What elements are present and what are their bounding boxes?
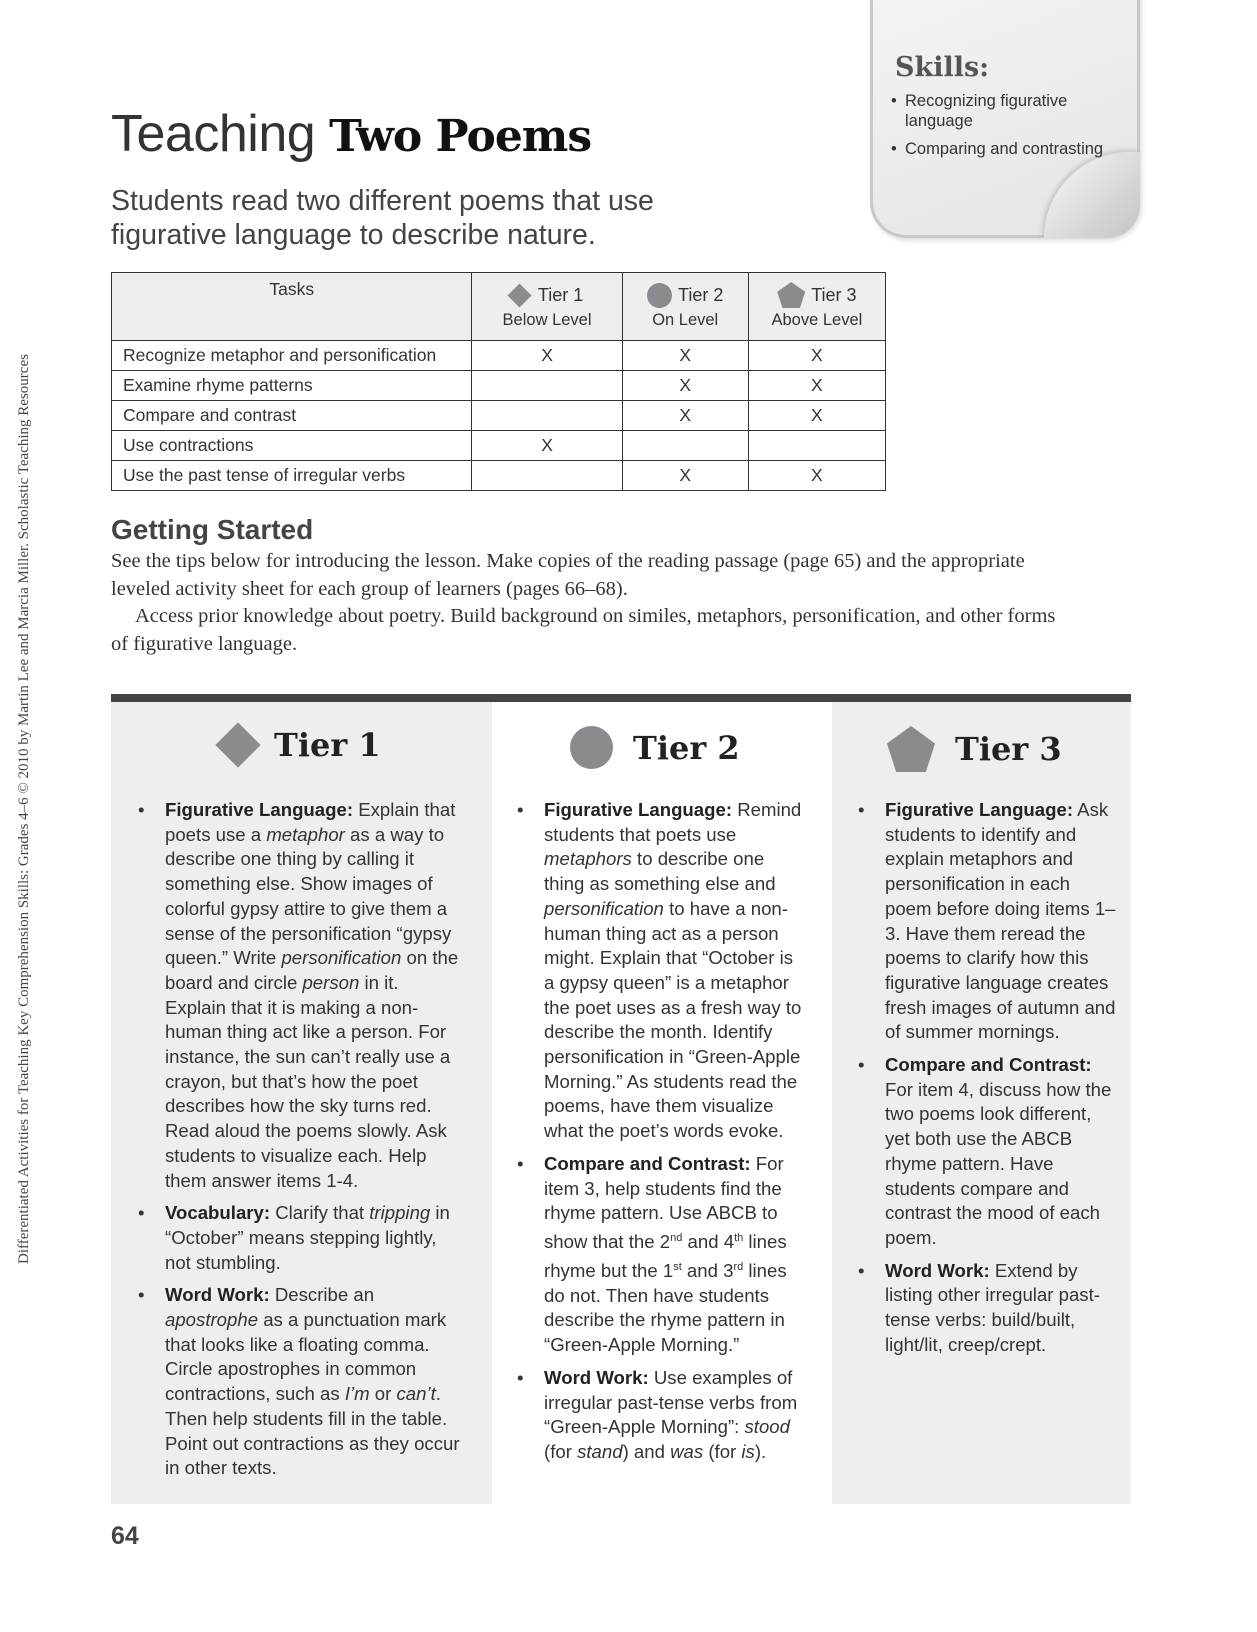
tier-3-mark: X: [748, 401, 885, 431]
task-label: Use the past tense of irregular verbs: [112, 461, 472, 491]
circle-icon: [570, 726, 613, 769]
tier-divider-bar: [111, 694, 1131, 702]
task-label: Use contractions: [112, 431, 472, 461]
bullet-lead: Word Work:: [885, 1259, 990, 1281]
tier-2-mark: X: [622, 401, 748, 431]
intro-paragraph: See the tips below for introducing the lesson. Make copies of the reading passage (page 65) and the appropriate leveled activity sheet for each group of learners (pages 66–68).: [111, 550, 1025, 600]
table-row: [112, 431, 886, 461]
getting-started-heading: Getting Started: [111, 514, 314, 545]
tier-1-mark: X: [472, 341, 622, 371]
tier-3-level: Above Level: [771, 311, 863, 329]
tier-2-mark: [622, 431, 748, 461]
tier-1-title: Tier 1: [274, 726, 381, 764]
skills-card: [870, 0, 1140, 238]
tasks-header-row: [112, 273, 886, 341]
getting-started-body: [111, 548, 1071, 658]
bullet-lead: Figurative Language:: [885, 799, 1074, 820]
tier-2-mark: X: [622, 371, 748, 401]
skills-list: [891, 91, 1117, 159]
skills-title: Skills:: [895, 52, 990, 83]
tier-bullet: • Compare and Contrast: For item 3, help students find the rhyme pattern. Use ABCB to show that the 2nd and 4th lines rhyme but the 1st and 3rd lines do not. Then have students describe the rhyme pattern in “Green-Apple Morning.”: [517, 1152, 807, 1358]
bullet-lead: Vocabulary:: [165, 1202, 271, 1224]
page-title: [111, 104, 591, 164]
tier-bullet: • Word Work: Extend by listing other irregular past-tense verbs: build/built, light/lit, creep/crept.: [858, 1259, 1120, 1358]
bullet-lead: Figurative Language:: [544, 799, 733, 820]
tier-bullet: • Figurative Language: Ask students to identify and explain metaphors and personification in each poem before doing items 1–3. Have them reread the poems to clarify how this figurative language creates fresh images of autumn and of summer mornings.: [858, 798, 1120, 1045]
diamond-icon: [215, 722, 260, 767]
title-light: Teaching: [111, 105, 316, 163]
tasks-table: [111, 272, 886, 491]
tier-1-mark: [472, 371, 622, 401]
tier-1-mark: X: [472, 431, 622, 461]
page-curl: [1044, 152, 1140, 238]
tier-2-heading: [570, 726, 740, 769]
tier-3-bullets: [858, 798, 1120, 1365]
table-row: [112, 371, 886, 401]
bullet-lead: Word Work:: [544, 1366, 649, 1388]
tier-1-name: Tier 1: [537, 284, 584, 305]
side-credit: Differentiated Activities for Teaching Key Comprehension Skills: Grades 4–6 © 2010 by Martin Lee and Marcia Miller. Scholastic Teaching Resources: [16, 354, 32, 1264]
bullet-lead: Compare and Contrast:: [544, 1152, 751, 1174]
diamond-icon: [507, 283, 531, 307]
intro-paragraph: Access prior knowledge about poetry. Build background on similes, metaphors, personification, and other forms of figurative language.: [111, 605, 1056, 655]
tier-3-mark: X: [748, 371, 885, 401]
skills-item: • Comparing and contrasting: [891, 139, 1111, 159]
tier-3-mark: [748, 431, 885, 461]
tier-bullet: • Word Work: Use examples of irregular past-tense verbs from “Green-Apple Morning”: stood (for stand) and was (for is).: [517, 1366, 807, 1465]
circle-icon: [647, 283, 672, 308]
tier-bullet: • Compare and Contrast: For item 4, discuss how the two poems look different, yet both use the ABCB rhyme pattern. Have students compare and contrast the mood of each poem.: [858, 1053, 1120, 1251]
page-number: 64: [111, 1522, 139, 1550]
tier-3-header: [748, 273, 885, 341]
tier-3-panel: [832, 702, 1131, 1504]
tier-3-heading: [887, 726, 1062, 772]
tier-3-mark: X: [748, 461, 885, 491]
table-row: [112, 341, 886, 371]
tasks-header: Tasks: [112, 273, 472, 341]
subtitle: Students read two different poems that use figurative language to describe nature.: [111, 185, 654, 251]
tier-1-mark: [472, 461, 622, 491]
tier-1-heading: [216, 726, 381, 764]
tier-2-header: [622, 273, 748, 341]
tier-2-mark: X: [622, 461, 748, 491]
tier-2-bullets: [517, 798, 807, 1473]
tier-2-mark: X: [622, 341, 748, 371]
tier-3-name: Tier 3: [811, 284, 857, 305]
bullet-lead: Word Work:: [165, 1284, 270, 1306]
title-bold: Two Poems: [329, 111, 592, 162]
tier-1-mark: [472, 401, 622, 431]
tier-bullet: • Figurative Language: Explain that poets use a metaphor as a way to describe one thing by calling it something else. Show images of colorful gypsy attire to give them a sense of the personification “gypsy queen.” Write personification on the board and circle person in it. Explain that it is making a non-human thing act like a person. For instance, the sun can’t really use a crayon, but that’s how the poet describes how the sky turns red. Read aloud the poems slowly. Ask students to visualize each. Help them answer items 1-4.: [138, 798, 463, 1193]
task-label: Recognize metaphor and personification: [112, 341, 472, 371]
tier-2-panel: [492, 702, 832, 1504]
bullet-lead: Compare and Contrast:: [885, 1054, 1092, 1076]
pentagon-icon: [887, 726, 935, 772]
tier-1-bullets: [138, 798, 463, 1489]
tier-2-title: Tier 2: [633, 728, 740, 767]
tier-2-name: Tier 2: [678, 284, 724, 305]
table-row: [112, 461, 886, 491]
bullet-lead: Figurative Language:: [165, 799, 354, 820]
tier-bullet: • Figurative Language: Remind students that poets use metaphors to describe one thing as something else and personification to have a non-human thing act as a person might. Explain that “October is a gypsy queen” is a metaphor the poet uses as a fresh way to describe the month. Identify personification in “Green-Apple Morning.” As students read the poems, have them visualize what the poet’s words evoke.: [517, 798, 807, 1144]
tier-1-panel: [111, 702, 492, 1504]
tier-bullet: • Vocabulary: Clarify that tripping in “October” means stepping lightly, not stumbling.: [138, 1201, 463, 1275]
tier-1-level: Below Level: [502, 311, 592, 329]
tier-3-mark: X: [748, 341, 885, 371]
task-label: Compare and contrast: [112, 401, 472, 431]
pentagon-icon: [777, 282, 805, 308]
tier-bullet: • Word Work: Describe an apostrophe as a punctuation mark that looks like a floating comma. Circle apostrophes in common contractions, such as I’m or can’t. Then help students fill in the table. Point out contractions as they occur in other texts.: [138, 1283, 463, 1481]
tier-1-header: [472, 273, 622, 341]
task-label: Examine rhyme patterns: [112, 371, 472, 401]
tier-3-title: Tier 3: [955, 730, 1062, 768]
table-row: [112, 401, 886, 431]
tier-2-level: On Level: [652, 311, 719, 329]
skills-item: • Recognizing figurative language: [891, 91, 1111, 131]
